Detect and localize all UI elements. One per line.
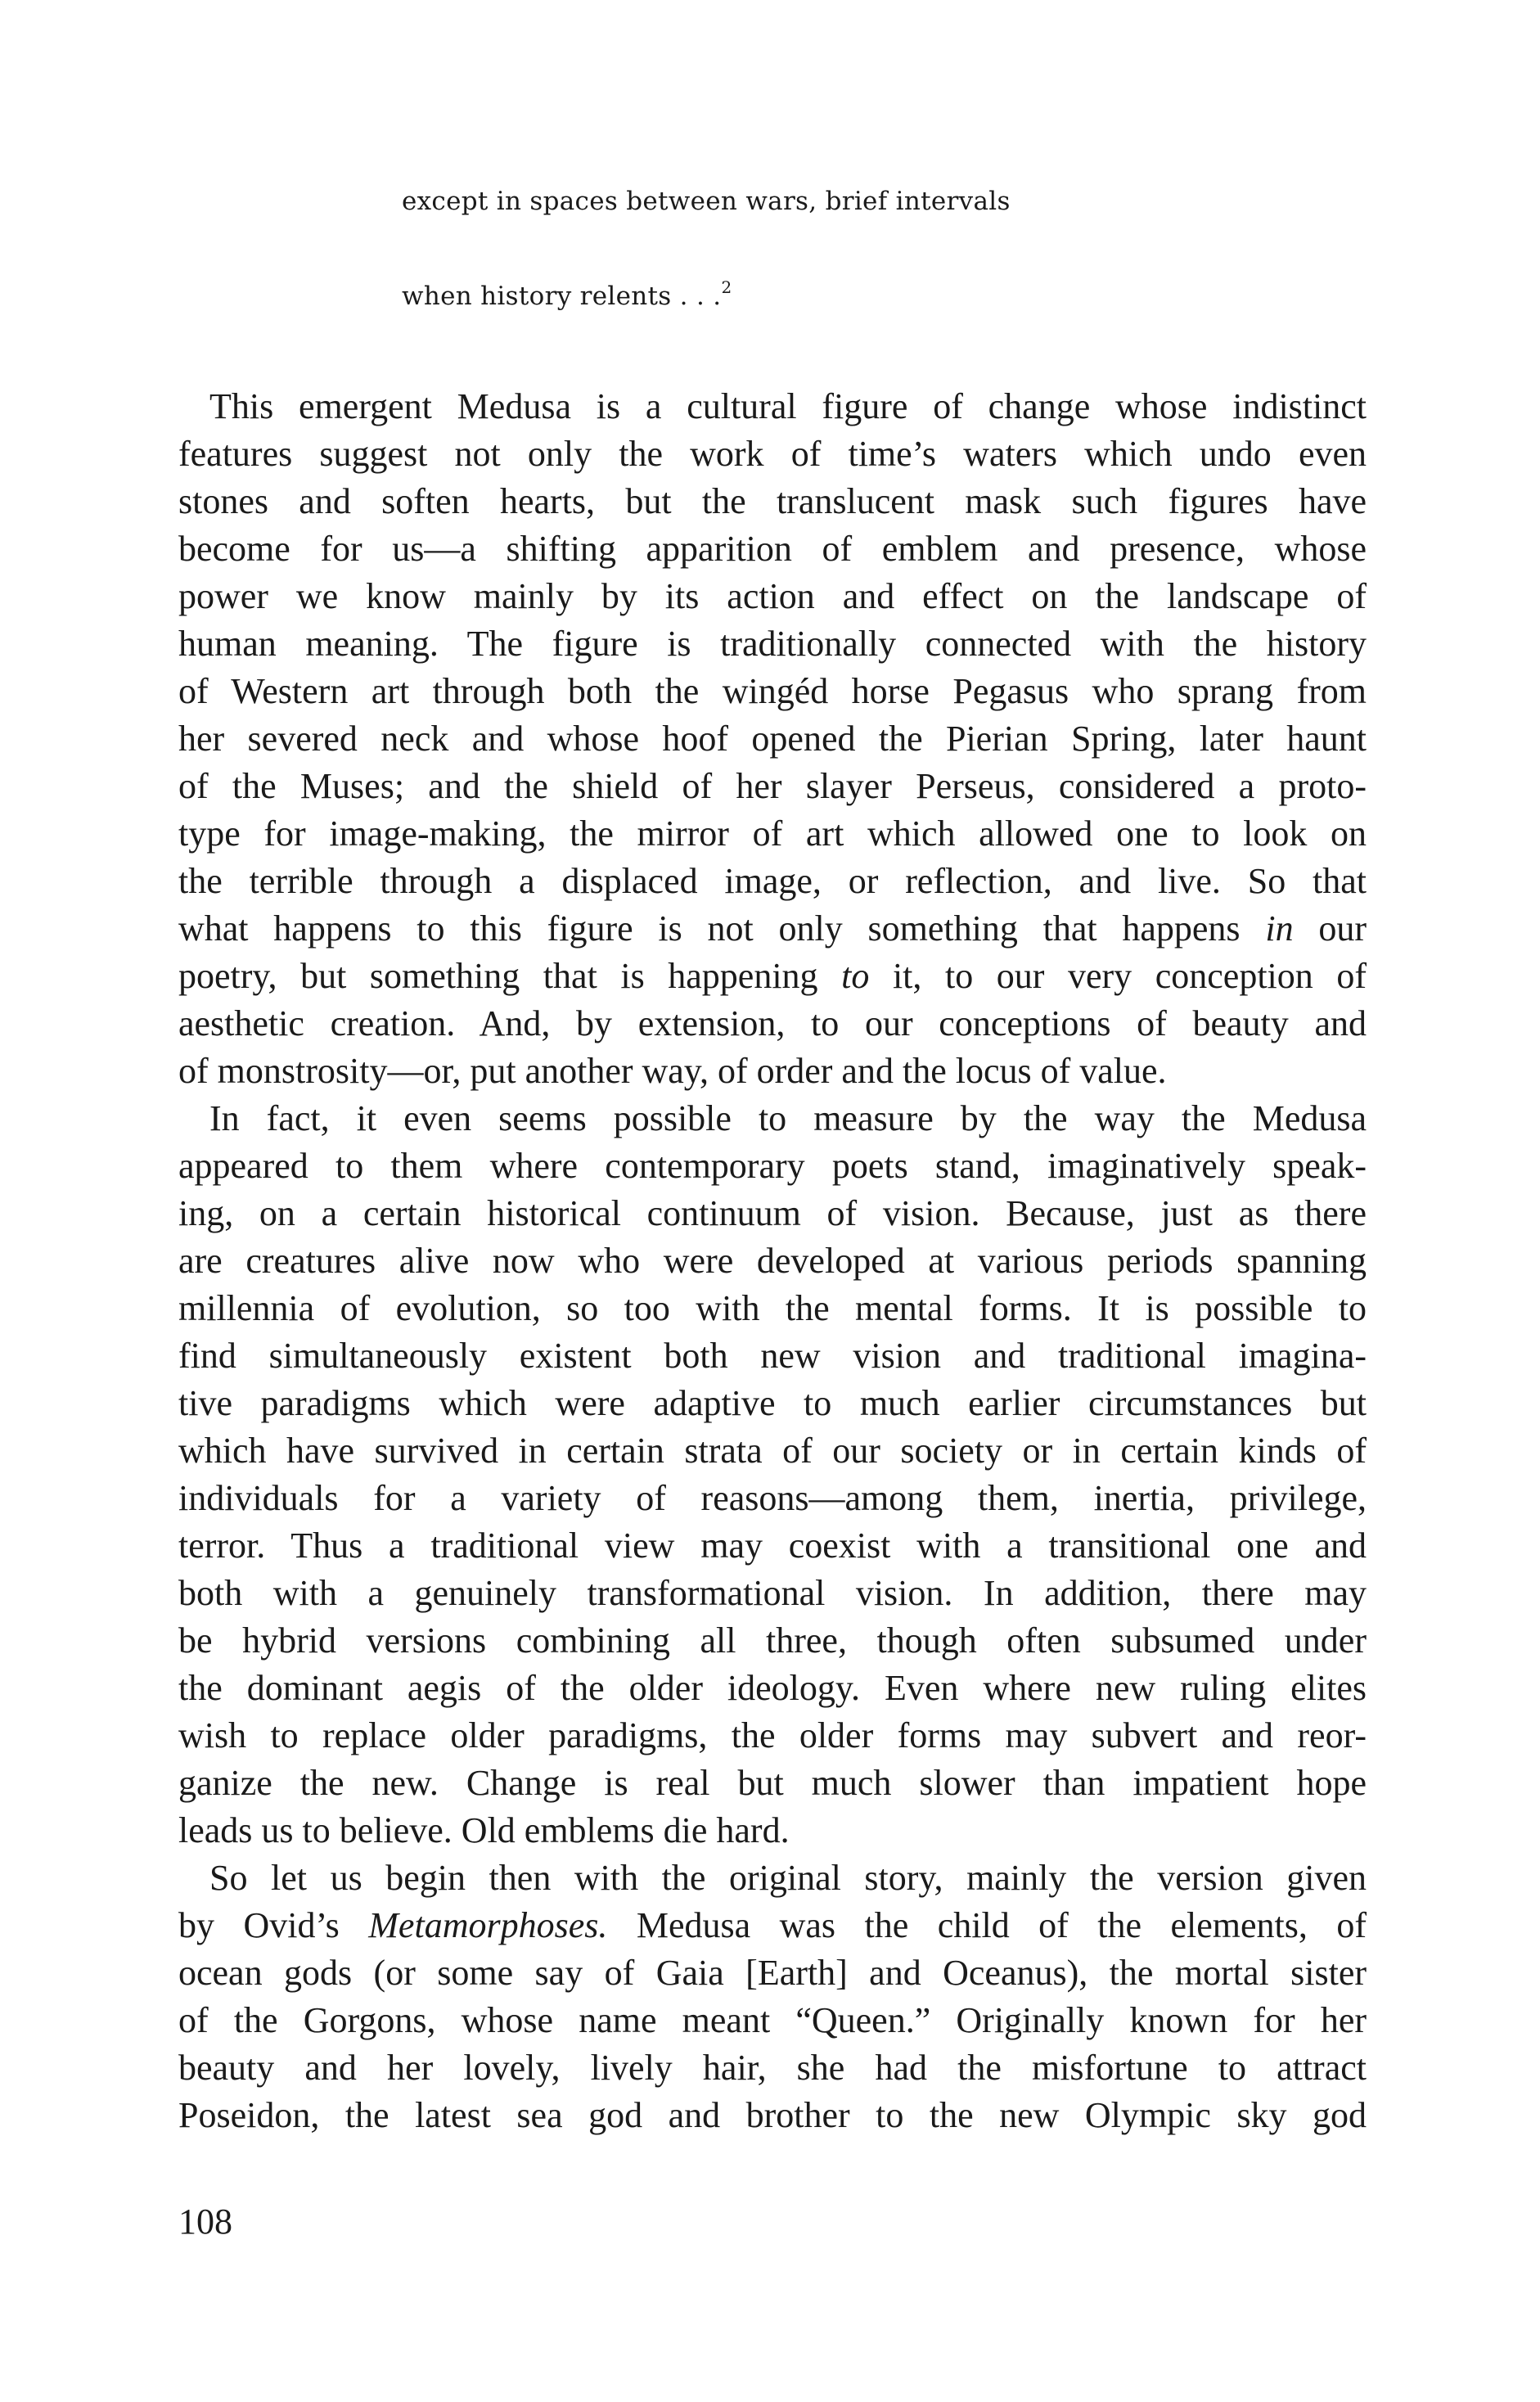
text-line: which have survived in certain strata of our society or in certain kinds of: [178, 1431, 1367, 1471]
footnote-reference: 2: [721, 277, 732, 297]
text-line: tive paradigms which were adaptive to much earlier circumstances but: [178, 1383, 1367, 1423]
text-line: millennia of evolution, so too with the mental forms. It is possible to: [178, 1288, 1367, 1328]
text-line: This emergent Medusa is a cultural figure of change whose indistinct: [209, 386, 1367, 426]
text-line: become for us—a shifting apparition of emblem and presence, whose: [178, 529, 1367, 569]
text-line: aesthetic creation. And, by extension, to our conceptions of beauty and: [178, 1003, 1367, 1043]
italic-word: in: [1265, 908, 1294, 949]
text-line: of monstrosity—or, put another way, of order and the locus of value.: [178, 1051, 1167, 1091]
text-line: the dominant aegis of the older ideology. Even where new ruling elites: [178, 1668, 1367, 1708]
text-line: individuals for a variety of reasons—among them, inertia, privilege,: [178, 1478, 1367, 1518]
text-line: of the Gorgons, whose name meant “Queen.” Originally known for her: [178, 2000, 1367, 2040]
text-line: be hybrid versions combining all three, though often subsumed under: [178, 1620, 1367, 1661]
text-line: power we know mainly by its action and effect on the landscape of: [178, 576, 1367, 616]
text-line: terror. Thus a traditional view may coexist with a transitional one and: [178, 1525, 1367, 1566]
text-line: ing, on a certain historical continuum of vision. Because, just as there: [178, 1193, 1367, 1233]
verse-line-2: when history relents . . .$^2$: [402, 277, 732, 311]
text-line: features suggest not only the work of time’s waters which undo even: [178, 434, 1367, 474]
text-line: the terrible through a displaced image, or reflection, and live. So that: [178, 861, 1367, 901]
text-line: both with a genuinely transformational vision. In addition, there may: [178, 1573, 1367, 1613]
text-line: human meaning. The figure is traditionally connected with the history: [178, 624, 1367, 664]
text-line: appeared to them where contemporary poets stand, imaginatively speak-: [178, 1146, 1367, 1186]
text-line: are creatures alive now who were developed at various periods spanning: [178, 1241, 1367, 1281]
text-line: of Western art through both the wingéd horse Pegasus who sprang from: [178, 671, 1367, 711]
text-line: by Ovid’s Metamorphoses. Medusa was the child of the elements, of: [178, 1905, 1367, 1945]
text-line: In fact, it even seems possible to measure by the way the Medusa: [209, 1098, 1367, 1138]
text-line: Poseidon, the latest sea god and brother to the new Olympic sky god: [178, 2095, 1367, 2135]
text-line: what happens to this figure is not only something that happens in our: [178, 908, 1367, 949]
text-line: her severed neck and whose hoof opened the Pierian Spring, later haunt: [178, 719, 1367, 759]
text-line: ocean gods (or some say of Gaia [Earth] and Oceanus), the mortal sister: [178, 1953, 1367, 1993]
text-line: find simultaneously existent both new vision and traditional imagina-: [178, 1336, 1367, 1376]
text-line: beauty and her lovely, lively hair, she had the misfortune to attract: [178, 2048, 1367, 2088]
text-line: of the Muses; and the shield of her slayer Perseus, considered a proto-: [178, 766, 1367, 806]
text-line: wish to replace older paradigms, the older forms may subvert and reor-: [178, 1715, 1367, 1755]
text-line: type for image-making, the mirror of art which allowed one to look on: [178, 813, 1367, 854]
italic-word: to: [841, 956, 870, 996]
text-line: leads us to believe. Old emblems die hard.: [178, 1810, 790, 1850]
book-title: Metamorphoses.: [368, 1905, 608, 1945]
text-line: So let us begin then with the original story, mainly the version given: [209, 1858, 1367, 1898]
text-line: poetry, but something that is happening to it, to our very conception of: [178, 956, 1367, 996]
text-line: ganize the new. Change is real but much slower than impatient hope: [178, 1763, 1367, 1803]
text-line: stones and soften hearts, but the translucent mask such figures have: [178, 481, 1367, 521]
verse-line-1: except in spaces between wars, brief intervals: [402, 187, 1011, 216]
page-number: 108: [178, 2201, 232, 2242]
